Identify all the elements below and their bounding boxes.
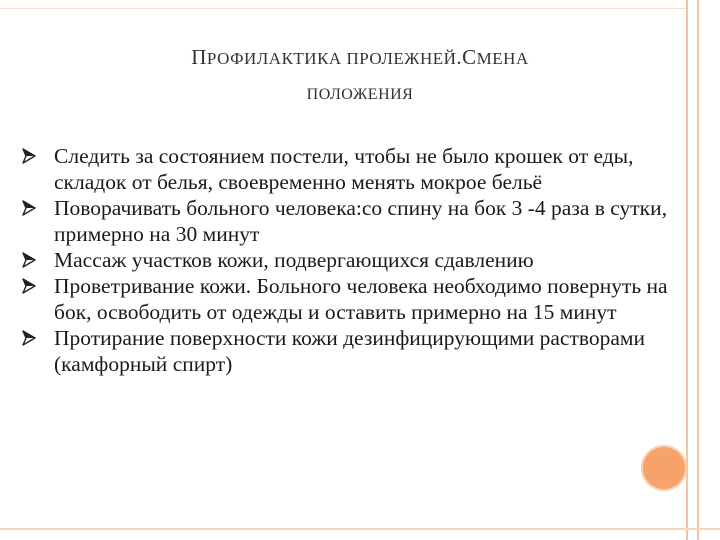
title-part-1: РОФИЛАКТИКА ПРОЛЕЖНЕЙ: [206, 49, 457, 68]
decorative-orange-circle: [641, 445, 687, 491]
bullet-item: [22, 195, 682, 247]
bullet-text: Следить за состоянием постели, чтобы не было крошек от еды, складок от белья, своевременно менять мокрое бельё: [54, 144, 634, 194]
frame-top-line: [0, 8, 686, 9]
bullet-text: Проветривание кожи. Больного человека необходимо повернуть на бок, освободить от одежды и оставить примерно на 15 минут: [54, 274, 668, 324]
frame-right-line-outer: [697, 0, 699, 540]
slide-title-line-2: ПОЛОЖЕНИЯ: [306, 86, 414, 103]
bullet-item: [22, 143, 682, 195]
slide-title: [60, 44, 660, 72]
arrowhead-bullet-icon: [22, 252, 36, 268]
title-capital-2: С: [462, 45, 477, 69]
arrowhead-bullet-icon: [22, 200, 36, 216]
title-capital-1: П: [191, 45, 207, 69]
frame-right-line-inner: [686, 0, 688, 540]
title-part-2: МЕНА: [476, 49, 529, 68]
arrowhead-bullet-icon: [22, 330, 36, 346]
bullet-text: Массаж участков кожи, подвергающихся сдавлению: [54, 248, 534, 272]
bullet-item: [22, 273, 682, 325]
arrowhead-bullet-icon: [22, 148, 36, 164]
bullet-list: [22, 143, 682, 377]
title-separator: .: [456, 45, 463, 69]
arrowhead-bullet-icon: [22, 278, 36, 294]
bullet-text: Поворачивать больного человека:со спину на бок 3 -4 раза в сутки, примерно на 30 минут: [54, 196, 668, 246]
frame-bottom-line: [0, 528, 720, 530]
bullet-item: [22, 325, 682, 377]
bullet-item: [22, 247, 682, 273]
bullet-text: Протирание поверхности кожи дезинфицирующими растворами (камфорный спирт): [54, 326, 646, 376]
